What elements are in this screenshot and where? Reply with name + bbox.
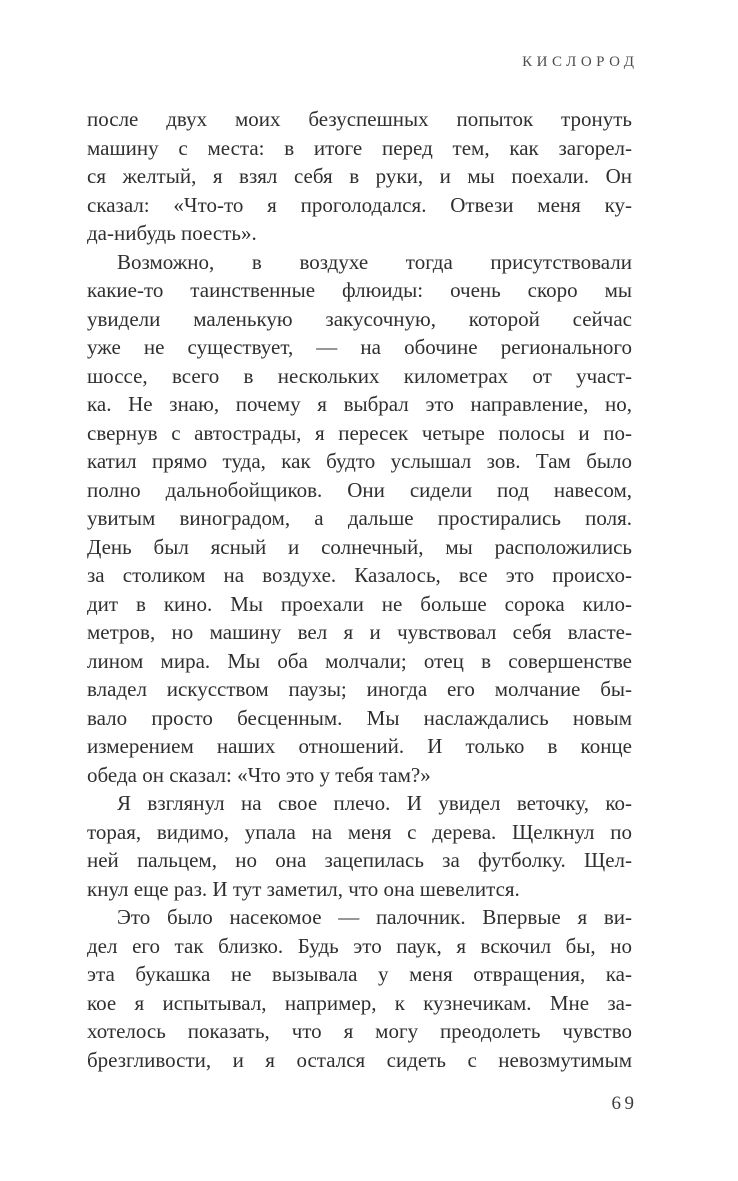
paragraph [87, 105, 632, 248]
text-line: свернув с автострады, я пересек четыре полосы и по- [87, 420, 632, 445]
paragraph [87, 248, 632, 790]
text-line: ней пальцем, но она зацепилась за футболку. Щел- [87, 848, 632, 872]
text-line: эта букашка не вызывала у меня отвращения, ка- [87, 962, 632, 986]
text-line: лином мира. Мы оба молчали; отец в совершенстве [87, 648, 632, 673]
text-line: День был ясный и солнечный, мы расположились [87, 534, 632, 559]
text-line: увитым виноградом, а дальше простирались поля. [87, 506, 632, 530]
text-line: брезгливости, и я остался сидеть с невозмутимым [87, 1047, 632, 1072]
text-line: уже не существует, — на обочине регионального [87, 335, 632, 359]
text-line: сказал: «Что-то я проголодался. Отвези меня ку- [87, 192, 632, 217]
text-line: шоссе, всего в нескольких километрах от участ- [87, 363, 632, 388]
text-line: кое я испытывал, например, к кузнечикам. Мне за- [87, 990, 632, 1015]
text-line: измерением наших отношений. И только в конце [87, 734, 632, 758]
text-line: Я взглянул на свое плечо. И увидел веточку, ко- [117, 791, 632, 815]
text-line: хотелось показать, что я могу преодолеть чувство [87, 1019, 632, 1043]
text-line: машину с места: в итоге перед тем, как загорел- [87, 135, 632, 160]
text-line: за столиком на воздухе. Казалось, все это происхо- [87, 563, 632, 587]
text-line: катил прямо туда, как будто услышал зов. Там было [87, 449, 632, 473]
text-line: обеда он сказал: «Что это у тебя там?» [87, 762, 431, 787]
paragraph [87, 789, 632, 903]
text-line: кнул еще раз. И тут заметил, что она шевелится. [87, 876, 520, 901]
text-line: вало просто бесценным. Мы наслаждались новым [87, 705, 632, 730]
text-line: владел искусством паузы; иногда его молчание бы- [87, 677, 632, 701]
text-line: метров, но машину вел я и чувствовал себя власте- [87, 620, 632, 644]
page-number: 69 [611, 1093, 638, 1114]
running-header: КИСЛОРОД [522, 54, 639, 70]
text-line: торая, видимо, упала на меня с дерева. Щелкнул по [87, 819, 632, 844]
text-line: ся желтый, я взял себя в руки, и мы поехали. Он [87, 164, 632, 188]
text-line: Возможно, в воздухе тогда присутствовали [117, 249, 632, 274]
text-block [87, 105, 632, 1074]
text-line: полно дальнобойщиков. Они сидели под навесом, [87, 477, 632, 502]
text-line: ка. Не знаю, почему я выбрал это направление, но, [87, 392, 632, 416]
text-line: увидели маленькую закусочную, которой сейчас [87, 306, 632, 331]
text-line: какие-то таинственные флюиды: очень скоро мы [87, 278, 632, 302]
text-line: да-нибудь поесть». [87, 221, 257, 245]
text-line: дел его так близко. Будь это паук, я вскочил бы, но [87, 933, 632, 958]
text-line: после двух моих безуспешных попыток тронуть [87, 107, 632, 131]
text-line: дит в кино. Мы проехали не больше сорока кило- [87, 591, 632, 616]
paragraph [87, 903, 632, 1074]
text-line: Это было насекомое — палочник. Впервые я ви- [117, 905, 632, 929]
